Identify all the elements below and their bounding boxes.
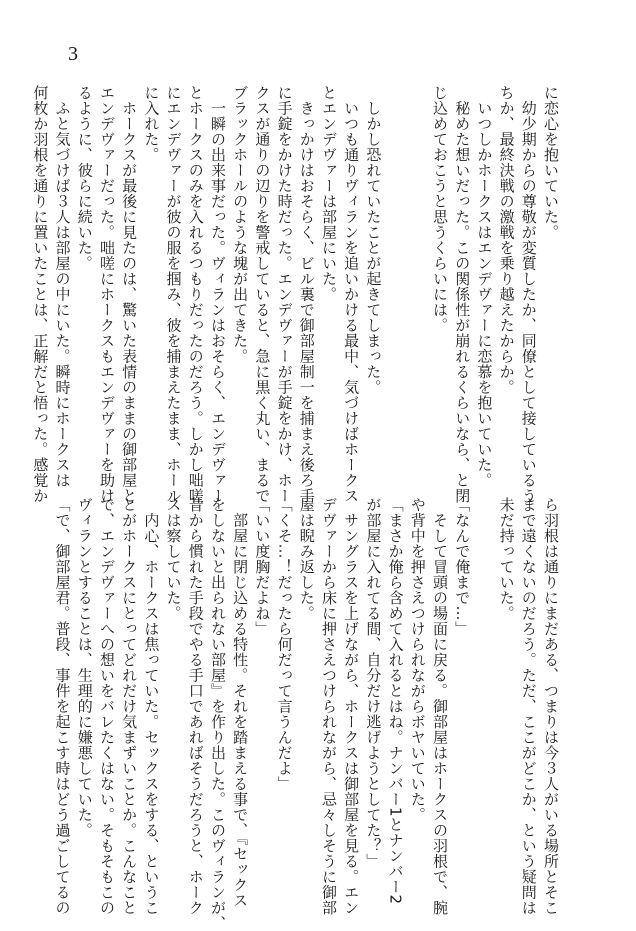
- text-line: [473, 497, 495, 882]
- text-line: サングラスを上げながら、ホークスは御部屋を見る。エン: [342, 497, 361, 916]
- text-line: ふと気づけば３人は部屋の中にいた。瞬時にホークスは: [53, 85, 72, 488]
- text-line: 一瞬の出来事だった。ヴィランはおそらく、エンデヴァー: [208, 85, 227, 504]
- text-line: 「くそ…！だったら何だって言うんだよ」: [275, 497, 294, 792]
- text-line: 幼少期からの尊敬が変質したか、同僚として接しているう: [519, 85, 538, 504]
- text-line: るように、彼らに続いた。: [75, 85, 94, 271]
- lower-text-block: [53, 497, 562, 931]
- text-line: そして冒頭の場面に戻る。御部屋はホークスの羽根で、腕: [430, 497, 449, 916]
- text-line: エンデヴァーだった。咄嗟にホークスもエンデヴァーを助け: [97, 85, 116, 504]
- text-line: 屋は睨み返した。: [297, 497, 316, 621]
- text-line: 何枚か羽根を通りに置いたことは、正解だと悟った。感覚か: [31, 85, 50, 504]
- text-line: や背中を押さえつけられながらボヤいていた。: [408, 497, 427, 823]
- page-number: 3: [68, 43, 78, 65]
- text-line: いつしかホークスはエンデヴァーに恋慕を抱いていた。: [475, 85, 494, 488]
- text-line: とエンデヴァーは部屋にいた。: [319, 85, 338, 302]
- text-line: クスが通りの辺りを警戒していると、急に黒く丸い、まるで: [253, 85, 272, 504]
- text-line: ヴィランとすることは、生理的に嫌悪していた。: [75, 497, 94, 838]
- text-line: [407, 85, 429, 470]
- text-line: 秘めた想いだった。この関係性が崩れるくらいなら、と閉: [453, 85, 472, 504]
- text-line: とホークスのみを入れるつもりだったのだろう。しかし咄嗟: [186, 85, 205, 504]
- text-line: に恋心を抱いていた。: [542, 85, 560, 240]
- text-line: ホークスが最後に見たのは、驚いた表情のままの御部屋と: [120, 85, 139, 504]
- text-line: が部屋に入れてる間、自分だけ逃げようとしてた？」: [364, 497, 383, 869]
- text-line: にエンデヴァーが彼の服を掴み、彼を捕まえたまま、ホール: [164, 85, 183, 504]
- text-line: 部屋に閉じ込める特性。それを踏まえる事で、『セックス: [231, 497, 250, 908]
- text-line: ブラックホールのような塊が出てきた。: [231, 85, 250, 364]
- text-line: しかし恐れていたことが起きてしまった。: [364, 85, 383, 395]
- text-line: とがホークスにとってどれだけ気まずいことか。こんなこと: [120, 497, 139, 916]
- text-line: スは察していた。: [164, 497, 183, 621]
- text-line: じ込めておこうと思うくらいには。: [430, 85, 449, 333]
- text-line: 昔から慣れた手段でやる手口であればそうだろうと、ホーク: [186, 497, 205, 916]
- text-line: いつも通りヴィランを追いかける最中、気づけばホークス: [342, 85, 361, 504]
- text-line: [384, 85, 406, 470]
- text-line: に入れた。: [142, 85, 161, 163]
- text-line: 内心、ホークスは焦っていた。セックスをする、というこ: [142, 497, 161, 916]
- text-line: きっかけはおそらく、ビル裏で御部屋制一を捕まえ後ろ手: [297, 85, 316, 504]
- text-line: に手錠をかけた時だった。エンデヴァーが手錠をかけ、ホー: [275, 85, 294, 504]
- text-line: デヴァーから床に押さえつけられながら、忌々しそうに御部: [319, 497, 338, 916]
- text-line: 未だ持っていた。: [497, 497, 516, 621]
- text-line: まで遠くないのだろう。ただ、ここがどこか、という疑問は: [519, 497, 538, 916]
- text-line: 「まさか俺ら含めて入れるとはね。ナンバー1とナンバー2: [386, 497, 405, 905]
- text-line: をしないと出られない部屋』を作り出した。このヴィランが、: [208, 497, 227, 931]
- text-line: ちか、最終決戦の激戦を乗り越えたからか。: [497, 85, 516, 395]
- text-line: 「なんで俺まで…」: [453, 497, 472, 637]
- text-line: で、エンデヴァーへの想いをバレたくはない。そもそもこの: [97, 497, 116, 916]
- text-line: 「で、御部屋君。普段、事件を起こす時はどう過ごしてるの: [53, 497, 72, 916]
- upper-text-block: [31, 85, 562, 504]
- text-line: ら羽根は通りにまだある、つまりは今３人がいる場所とそこ: [542, 497, 560, 916]
- text-line: 「いい度胸だよね」: [253, 497, 272, 637]
